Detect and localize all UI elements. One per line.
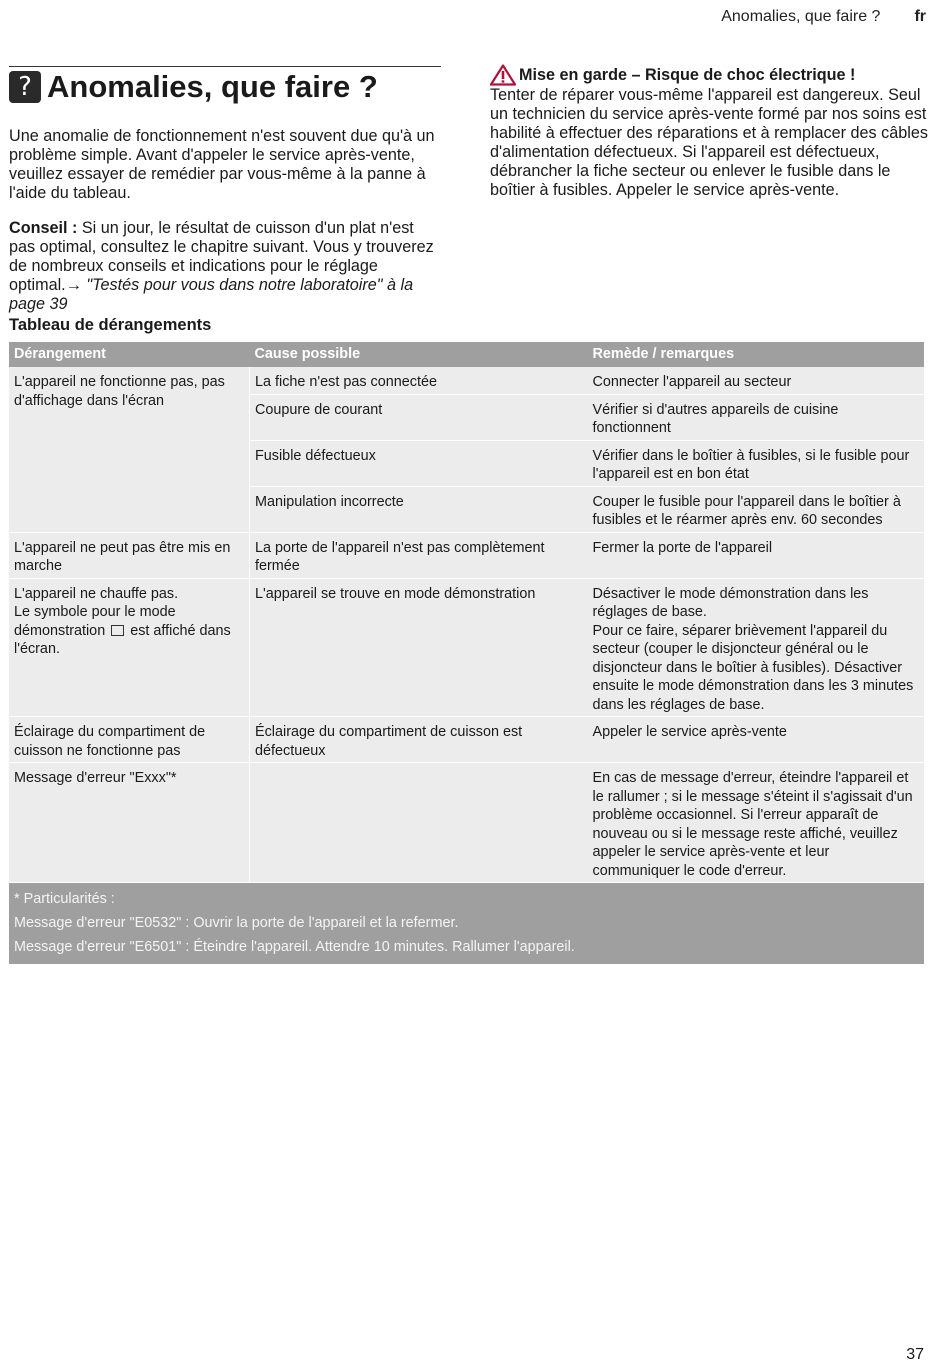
cause-cell: Fusible défectueux — [250, 440, 588, 486]
tip-paragraph — [9, 219, 441, 314]
footnote-label: * Particularités : — [14, 891, 115, 907]
demo-mode-icon — [111, 625, 124, 636]
heading — [9, 69, 441, 105]
table-row — [9, 763, 924, 883]
intro-paragraph: Une anomalie de fonctionnement n'est souvent due qu'à un problème simple. Avant d'appeler le service après-vente, veuillez essayer de remédier par vous-même à la panne à l'aide du tableau. — [9, 127, 435, 202]
cause-cell: Coupure de courant — [250, 394, 588, 440]
cross-reference-link[interactable]: "Testés pour vous dans notre laboratoire" à la page 39 — [9, 276, 414, 314]
table-row — [9, 578, 924, 717]
left-column — [9, 66, 441, 330]
cause-cell: Manipulation incorrecte — [250, 486, 588, 532]
fault-text: Le symbole pour le mode démonstration — [14, 604, 176, 639]
question-mark-icon: ? — [9, 71, 41, 103]
table-title: Tableau de dérangements — [9, 316, 212, 334]
cause-cell: Éclairage du compartiment de cuisson est défectueux — [250, 717, 588, 763]
column-header-remedy: Remède / remarques — [588, 342, 925, 367]
fault-cell: L'appareil ne fonctionne pas, pas d'affichage dans l'écran — [9, 367, 250, 532]
remedy-cell: En cas de message d'erreur, éteindre l'appareil et le rallumer ; si le message s'éteint il s'agissait d'un problème occasionnel. Si l'erreur apparaît de nouveau ou si le message reste affiché, veuillez appeler le service après-vente et leur communiquer le code d'erreur. — [588, 763, 925, 883]
table-row — [9, 717, 924, 763]
column-header-cause: Cause possible — [250, 342, 588, 367]
arrow-icon: → — [65, 276, 82, 295]
remedy-cell: Connecter l'appareil au secteur — [588, 367, 925, 394]
warning-text: Tenter de réparer vous-même l'appareil est dangereux. Seul un technicien du service après-vente formé par nos soins est habilité à effectuer des réparations et à remplacer des câbles d'alimentation défectueux. Si l'appareil est défectueux, débrancher la fiche secteur ou enlever le fusible dans le boîtier à fusibles. Appeler le service après-vente. — [490, 86, 928, 199]
table-row — [9, 532, 924, 578]
cause-cell: La porte de l'appareil n'est pas complètement fermée — [250, 532, 588, 578]
remedy-text: Pour ce faire, séparer brièvement l'appareil du secteur (couper le disjoncteur général ou le disjoncteur dans le boîtier à fusibles). Désactiver ensuite le mode démonstration dans les 3 minutes dans les réglages de base. — [592, 622, 914, 713]
table-footnote — [9, 883, 924, 965]
fault-cell: Message d'erreur "Exxx"* — [9, 763, 250, 883]
footnote-line: Message d'erreur "E6501" : Éteindre l'appareil. Attendre 10 minutes. Rallumer l'appareil. — [14, 939, 575, 955]
warning-title: Mise en garde – Risque de choc électrique ! — [519, 66, 856, 84]
column-header-fault: Dérangement — [9, 342, 250, 367]
remedy-cell — [588, 578, 925, 717]
cause-cell: La fiche n'est pas connectée — [250, 367, 588, 394]
fault-table — [9, 342, 924, 965]
remedy-cell: Appeler le service après-vente — [588, 717, 925, 763]
running-header — [721, 8, 926, 26]
fault-cell: L'appareil ne peut pas être mis en marche — [9, 532, 250, 578]
running-header-title: Anomalies, que faire ? — [721, 8, 881, 25]
cause-cell — [250, 763, 588, 883]
fault-cell: Éclairage du compartiment de cuisson ne fonctionne pas — [9, 717, 250, 763]
footnote-line: Message d'erreur "E0532" : Ouvrir la porte de l'appareil et la refermer. — [14, 915, 459, 931]
cause-cell: L'appareil se trouve en mode démonstration — [250, 578, 588, 717]
remedy-cell: Fermer la porte de l'appareil — [588, 532, 925, 578]
page-title: Anomalies, que faire ? — [47, 69, 378, 104]
table-row — [9, 367, 924, 394]
table-footnote-row — [9, 883, 924, 965]
remedy-text: Désactiver le mode démonstration dans les réglages de base. — [592, 585, 869, 620]
fault-cell — [9, 578, 250, 717]
warning-triangle-icon — [490, 64, 516, 86]
title-rule — [9, 66, 441, 67]
remedy-cell: Vérifier si d'autres appareils de cuisine fonctionnent — [588, 394, 925, 440]
language-code: fr — [914, 8, 926, 25]
page-number: 37 — [906, 1346, 924, 1363]
fault-text: est affiché dans l'écran. — [14, 622, 231, 657]
tip-text: Si un jour, le résultat de cuisson d'un plat n'est pas optimal, consultez le chapitre suivant. Vous y trouverez de nombreux conseils et indications pour le réglage optimal. — [9, 219, 434, 295]
warning-heading — [490, 64, 930, 86]
table-header-row — [9, 342, 924, 367]
tip-label: Conseil : — [9, 219, 78, 238]
remedy-cell: Vérifier dans le boîtier à fusibles, si le fusible pour l'appareil est en bon état — [588, 440, 925, 486]
remedy-cell: Couper le fusible pour l'appareil dans le boîtier à fusibles et le réarmer après env. 60 secondes — [588, 486, 925, 532]
right-column — [490, 64, 930, 200]
fault-text: L'appareil ne chauffe pas. — [14, 585, 179, 602]
